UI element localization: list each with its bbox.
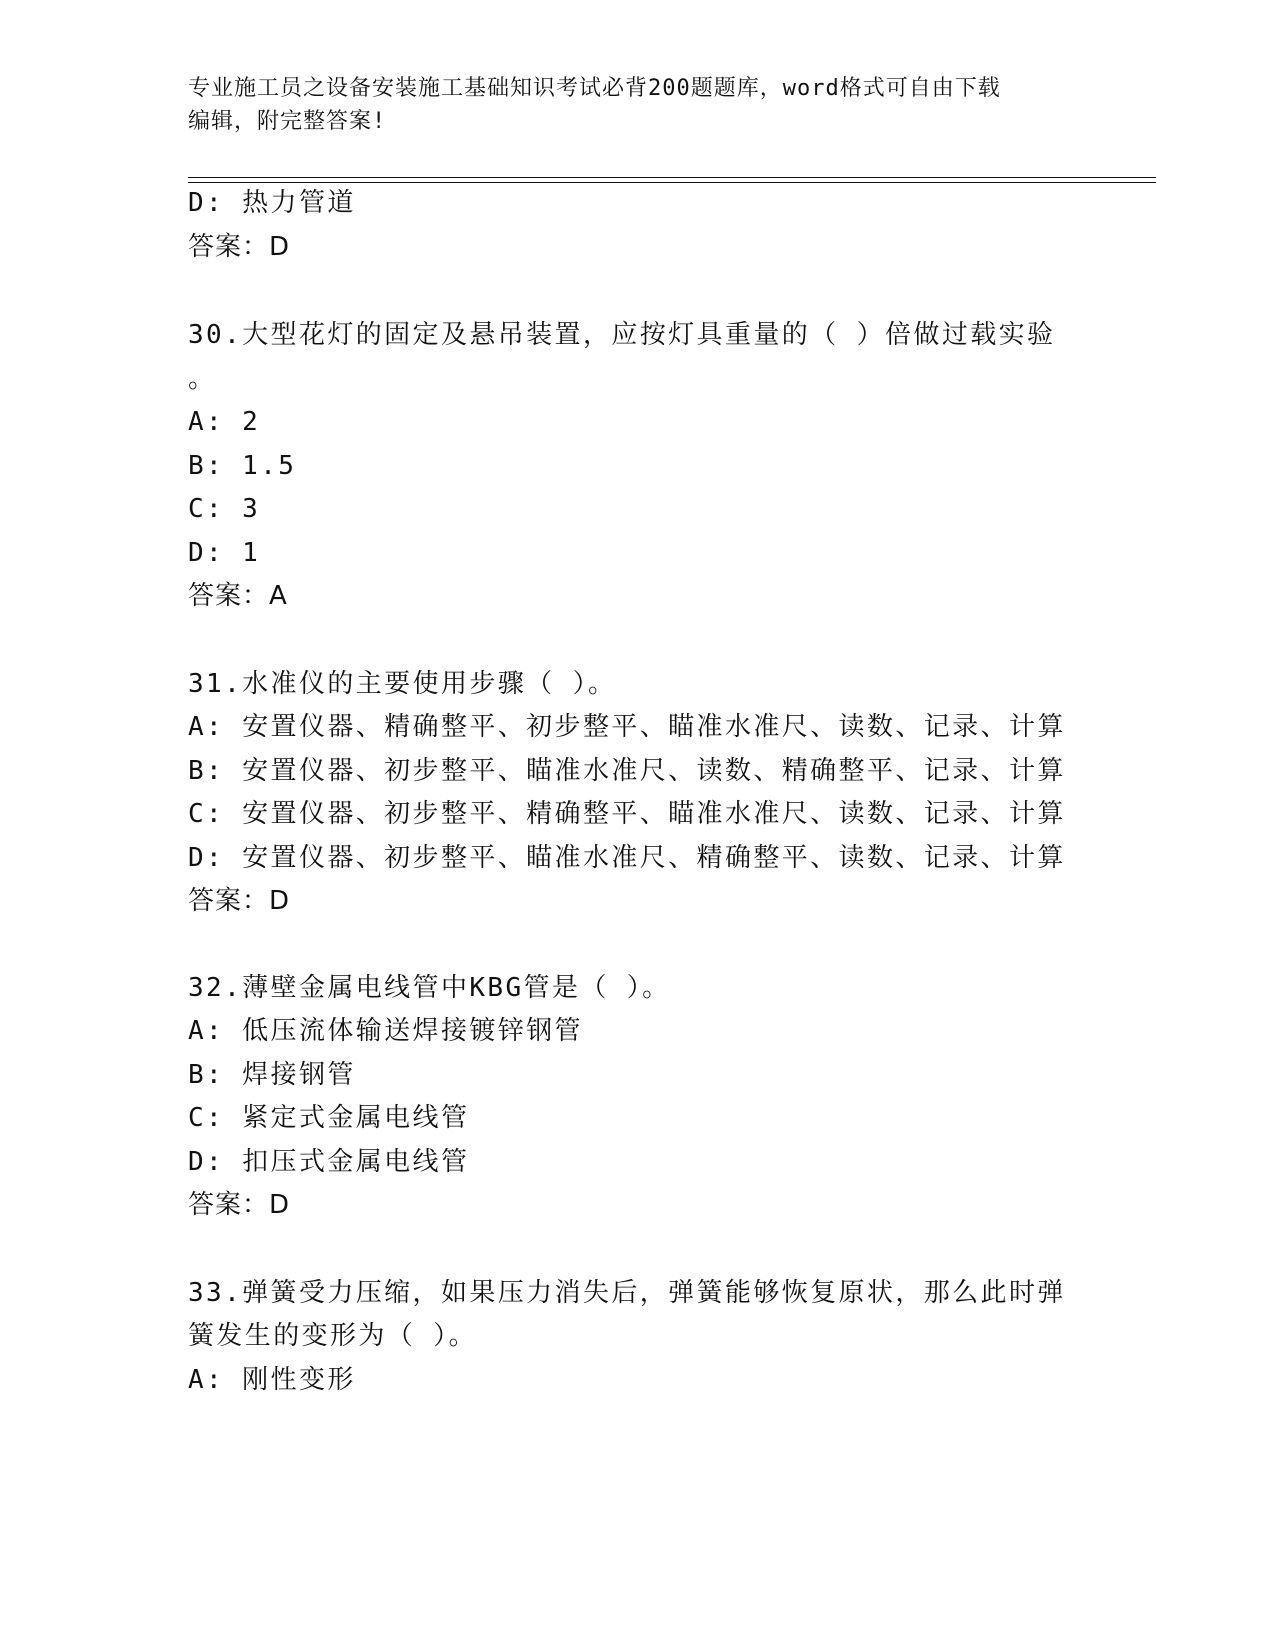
q30-stem-line-2: 。 bbox=[188, 364, 217, 394]
q30-option-d: D: 1 bbox=[188, 538, 261, 568]
q32-option-c: C: 紧定式金属电线管 bbox=[188, 1103, 470, 1133]
q31-answer: 答案：D bbox=[188, 886, 291, 916]
header-line-2: 编辑，附完整答案! bbox=[188, 109, 387, 134]
q32-option-d: D: 扣压式金属电线管 bbox=[188, 1147, 470, 1177]
q33-stem-line-1: 33.弹簧受力压缩，如果压力消失后，弹簧能够恢复原状，那么此时弹 bbox=[188, 1278, 1066, 1308]
q30-answer: 答案：A bbox=[188, 581, 288, 611]
header-rule-bottom bbox=[188, 182, 1156, 183]
q30-option-a: A: 2 bbox=[188, 407, 261, 437]
q31-option-b: B: 安置仪器、初步整平、瞄准水准尺、读数、精确整平、记录、计算 bbox=[188, 756, 1066, 786]
q31-option-c: C: 安置仪器、初步整平、精确整平、瞄准水准尺、读数、记录、计算 bbox=[188, 799, 1066, 829]
header-line-1: 专业施工员之设备安装施工基础知识考试必背200题题库，word格式可自由下载 bbox=[188, 76, 1001, 101]
prev-option-d: D: 热力管道 bbox=[188, 188, 356, 218]
q31-stem: 31.水准仪的主要使用步骤（ ）。 bbox=[188, 669, 617, 699]
q31-option-a: A: 安置仪器、精确整平、初步整平、瞄准水准尺、读数、记录、计算 bbox=[188, 712, 1066, 742]
prev-answer: 答案：D bbox=[188, 232, 291, 262]
q32-stem: 32.薄壁金属电线管中KBG管是（ ）。 bbox=[188, 973, 671, 1003]
q30-option-c: C: 3 bbox=[188, 494, 261, 524]
document-header bbox=[188, 72, 1068, 138]
q33-option-a: A: 刚性变形 bbox=[188, 1365, 356, 1395]
q32-option-a: A: 低压流体输送焊接镀锌钢管 bbox=[188, 1016, 583, 1046]
q31-option-d: D: 安置仪器、初步整平、瞄准水准尺、精确整平、读数、记录、计算 bbox=[188, 843, 1066, 873]
q33-stem-line-2: 簧发生的变形为（ ）。 bbox=[188, 1321, 478, 1351]
q30-stem-line-1: 30.大型花灯的固定及悬吊装置，应按灯具重量的（ ）倍做过载实验 bbox=[188, 320, 1056, 350]
q32-option-b: B: 焊接钢管 bbox=[188, 1060, 356, 1090]
header-rule-top bbox=[188, 177, 1156, 178]
q32-answer: 答案：D bbox=[188, 1190, 291, 1220]
q30-option-b: B: 1.5 bbox=[188, 451, 297, 481]
